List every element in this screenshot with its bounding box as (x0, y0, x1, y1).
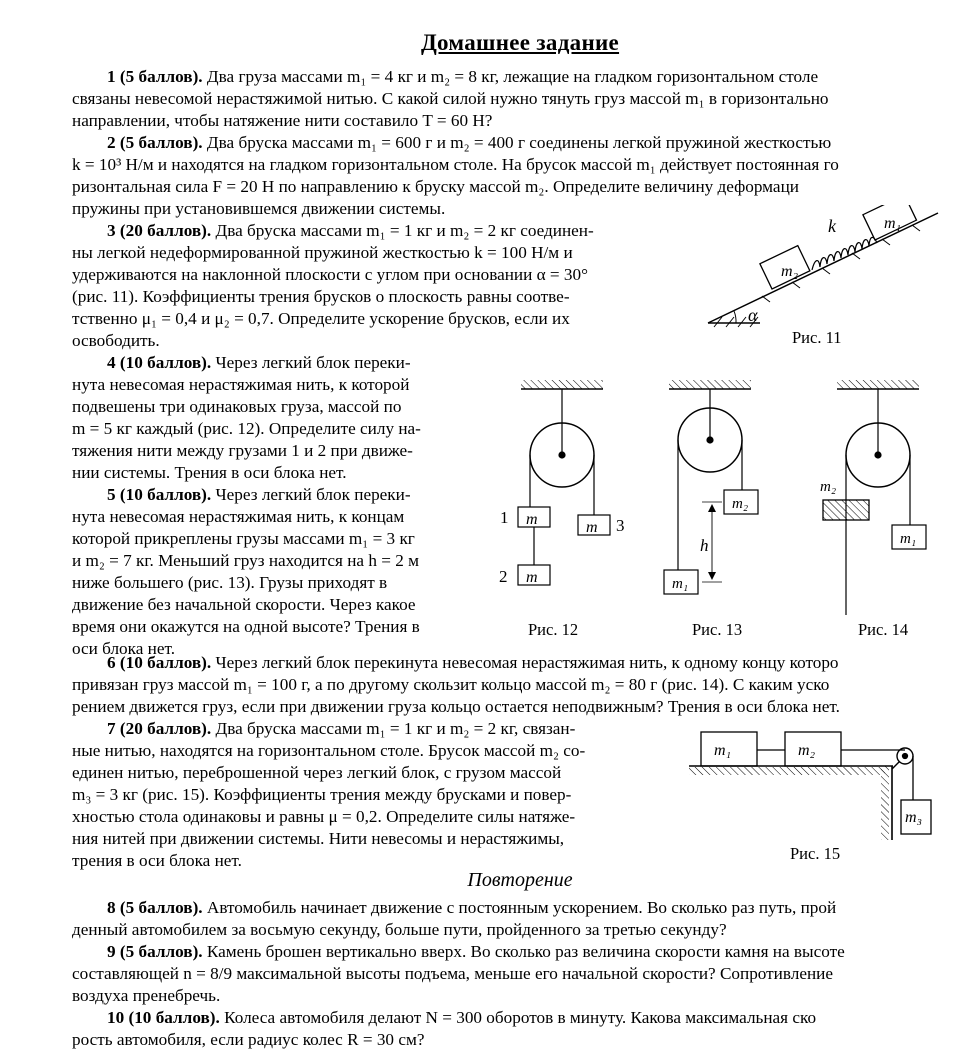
task-9-heading: 9 (5 баллов). (107, 942, 203, 961)
incline-plane-line (708, 213, 938, 323)
task-3-line-1 (107, 220, 594, 242)
spring-coil (812, 237, 877, 270)
task-10-line-2: рость автомобиля, если радиус колес R = 30 см? (72, 1030, 425, 1049)
task-3-line-2: ны легкой недеформированной пружиной жесткостью k = 100 Н/м и (72, 243, 573, 262)
task-2-heading: 2 (5 баллов). (107, 133, 203, 152)
task-7-line-6: ния нитей при движении системы. Нити невесомы и нерастяжимы, (72, 829, 565, 848)
task-9-line-3: воздуха пренебречь. (72, 986, 221, 1005)
task-4-line-6: нии системы. Трения в оси блока нет. (72, 463, 347, 482)
task-4-line-3: подвешены три одинаковых груза, массой по (72, 397, 402, 416)
fig15-label-m2: m₂ (798, 742, 816, 759)
task-9-line-1 (107, 941, 845, 963)
figure-14-pulley (823, 380, 926, 615)
task-5-line-3: которой прикреплены грузы массами m₁ = 3 кг (72, 529, 415, 548)
task-5-line-8: оси блока нет. (72, 639, 175, 658)
task-7-line-3: единен нитью, переброшенной через легкий блок, с грузом массой (72, 763, 562, 782)
task-7-line-5: хностью стола одинаковы и равны μ = 0,2. Определите силы натяже- (72, 807, 576, 826)
fig14-label-m2: m₂ (820, 479, 837, 495)
task-1-text: Два груза массами m₁ = 4 кг и m₂ = 8 кг, лежащие на гладком горизонтальном столе (206, 67, 819, 86)
task-5-line-2: нута невесомая нерастяжимая нить, к концам (72, 507, 405, 526)
task-5-line-6: движение без начальной скорости. Через какое (72, 595, 416, 614)
fig12-label-2: 2 (499, 567, 508, 586)
fig12-label-3: 3 (616, 516, 625, 535)
task-1-heading: 1 (5 баллов). (107, 67, 203, 86)
task-10-line-1 (107, 1007, 816, 1029)
task-4-line-4: m = 5 кг каждый (рис. 12). Определите силу на- (72, 419, 421, 438)
task-2-line-1 (107, 132, 831, 154)
task-4-line-5: тяжения нити между грузами 1 и 2 при движе- (72, 441, 413, 460)
task-3-line-6: освободить. (72, 331, 160, 350)
incline-hatching (714, 225, 920, 327)
fig11-label-k: k (828, 216, 836, 236)
task-3-line-5: тственно μ₁ = 0,4 и μ₂ = 0,7. Определите ускорение брусков, если их (72, 309, 570, 328)
task-7-text: Два бруска массами m₁ = 1 кг и m₂ = 2 кг, связан- (215, 719, 576, 738)
figure-13-caption: Рис. 13 (692, 620, 743, 639)
task-5-line-5: ниже большего (рис. 13). Грузы приходят в (72, 573, 388, 592)
task-2-line-2: k = 10³ Н/м и находятся на гладком горизонтальном столе. На брусок массой m₁ действует постоянная го (72, 155, 839, 174)
figure-15-caption: Рис. 15 (790, 844, 841, 863)
figure-13-pulley (664, 380, 758, 594)
fig11-label-m2: m₂ (781, 263, 799, 280)
task-10-text: Колеса автомобиля делают N = 300 оборотов в минуту. Какова максимальная ско (224, 1008, 817, 1027)
task-3-text: Два бруска массами m₁ = 1 кг и m₂ = 2 кг соединен- (215, 221, 594, 240)
alpha-angle-arc (734, 311, 736, 323)
task-1-line-3: направлении, чтобы натяжение нити составило T = 60 H? (72, 111, 493, 130)
figures-12-13-14 (490, 375, 959, 620)
fig11-label-alpha: α (748, 305, 758, 325)
task-7-line-1 (107, 718, 575, 740)
figure-11-caption: Рис. 11 (792, 328, 842, 347)
figure-12-caption: Рис. 12 (528, 620, 579, 639)
fig13-label-m2: m₂ (732, 496, 749, 512)
task-6-text: Через легкий блок перекинута невесомая нерастяжимая нить, к одному концу которо (215, 653, 839, 672)
task-5-text: Через легкий блок переки- (215, 485, 411, 504)
page-title: Домашнее задание (420, 30, 620, 55)
task-5-line-4: и m₂ = 7 кг. Меньший груз находится на h = 2 м (72, 551, 419, 570)
task-8-line-1 (107, 897, 836, 919)
task-1-line-2: связаны невесомой нерастяжимой нитью. С какой силой нужно тянуть груз массой m₁ в горизонтально (72, 89, 829, 108)
fig14-label-m1: m₁ (900, 531, 917, 547)
task-3-line-4: (рис. 11). Коэффициенты трения брусков о плоскость равны соотве- (72, 287, 570, 306)
table-leg-hatching (881, 766, 889, 840)
task-6-line-2: привязан груз массой m₁ = 100 г, а по другому скользит кольцо массой m₂ = 80 г (рис. 14). С каким уско (72, 675, 830, 694)
task-2-line-3: ризонтальная сила F = 20 Н по направлению к бруску массой m₂. Определите величину деформаци (72, 177, 799, 196)
fig12-label-m-2: m (526, 569, 538, 586)
fig15-label-m3: m₃ (905, 809, 923, 826)
task-5-heading: 5 (10 баллов). (107, 485, 212, 504)
figure-12-pulley (518, 380, 610, 585)
fig12-label-1: 1 (500, 508, 509, 527)
task-10-heading: 10 (10 баллов). (107, 1008, 220, 1027)
fig12-label-m-1: m (526, 511, 538, 528)
task-9-text: Камень брошен вертикально вверх. Во сколько раз величина скорости камня на высоте (206, 942, 845, 961)
figure-15-table-diagram (685, 722, 945, 840)
task-1-line-1 (107, 66, 818, 88)
task-6-line-1 (107, 652, 839, 674)
task-9-line-2: составляющей n = 8/9 максимальной высоты подъема, меньше его начальной скорости? Сопротивление (72, 964, 833, 983)
task-8-heading: 8 (5 баллов). (107, 898, 203, 917)
figure-11-incline-diagram (700, 205, 959, 330)
task-7-line-4: m₃ = 3 кг (рис. 15). Коэффициенты трения между брусками и повер- (72, 785, 572, 804)
task-2-line-4: пружины при установившемся движении системы. (72, 199, 446, 218)
fig15-label-m1: m₁ (714, 742, 732, 759)
task-8-line-2: денный автомобилем за восьмую секунду, больше пути, пройденного за третью секунду? (72, 920, 727, 939)
task-4-heading: 4 (10 баллов). (107, 353, 212, 372)
fig14-ring-m2 (823, 500, 869, 520)
task-3-heading: 3 (20 баллов). (107, 221, 212, 240)
task-8-text: Автомобиль начинает движение с постоянным ускорением. Во сколько раз путь, прой (206, 898, 837, 917)
fig13-label-h: h (700, 536, 709, 555)
task-5-line-1 (107, 484, 411, 506)
task-4-line-2: нута невесомая нерастяжимая нить, к которой (72, 375, 410, 394)
task-2-text: Два бруска массами m₁ = 600 г и m₂ = 400 г соединены легкой пружиной жесткостью (206, 133, 832, 152)
fig12-label-m-3: m (586, 519, 598, 536)
task-7-line-2: ные нитью, находятся на горизонтальном столе. Брусок массой m₂ со- (72, 741, 586, 760)
table-surface-hatching (689, 767, 885, 775)
task-5-line-7: время они окажутся на одной высоте? Трения в (72, 617, 420, 636)
figure-14-caption: Рис. 14 (858, 620, 909, 639)
task-7-heading: 7 (20 баллов). (107, 719, 212, 738)
task-4-text: Через легкий блок переки- (215, 353, 411, 372)
fig11-label-m1: m₁ (884, 215, 902, 232)
task-4-line-1 (107, 352, 411, 374)
task-6-heading: 6 (10 баллов). (107, 653, 212, 672)
task-7-line-7: трения в оси блока нет. (72, 851, 242, 870)
task-6-line-3: рением движется груз, если при движении груза кольцо остается неподвижным? Трения в оси блока нет. (72, 697, 840, 716)
section-subtitle-review: Повторение (467, 869, 573, 891)
fig13-label-m1: m₁ (672, 576, 689, 592)
task-3-line-3: удерживаются на наклонной плоскости с углом при основании α = 30° (72, 265, 588, 284)
